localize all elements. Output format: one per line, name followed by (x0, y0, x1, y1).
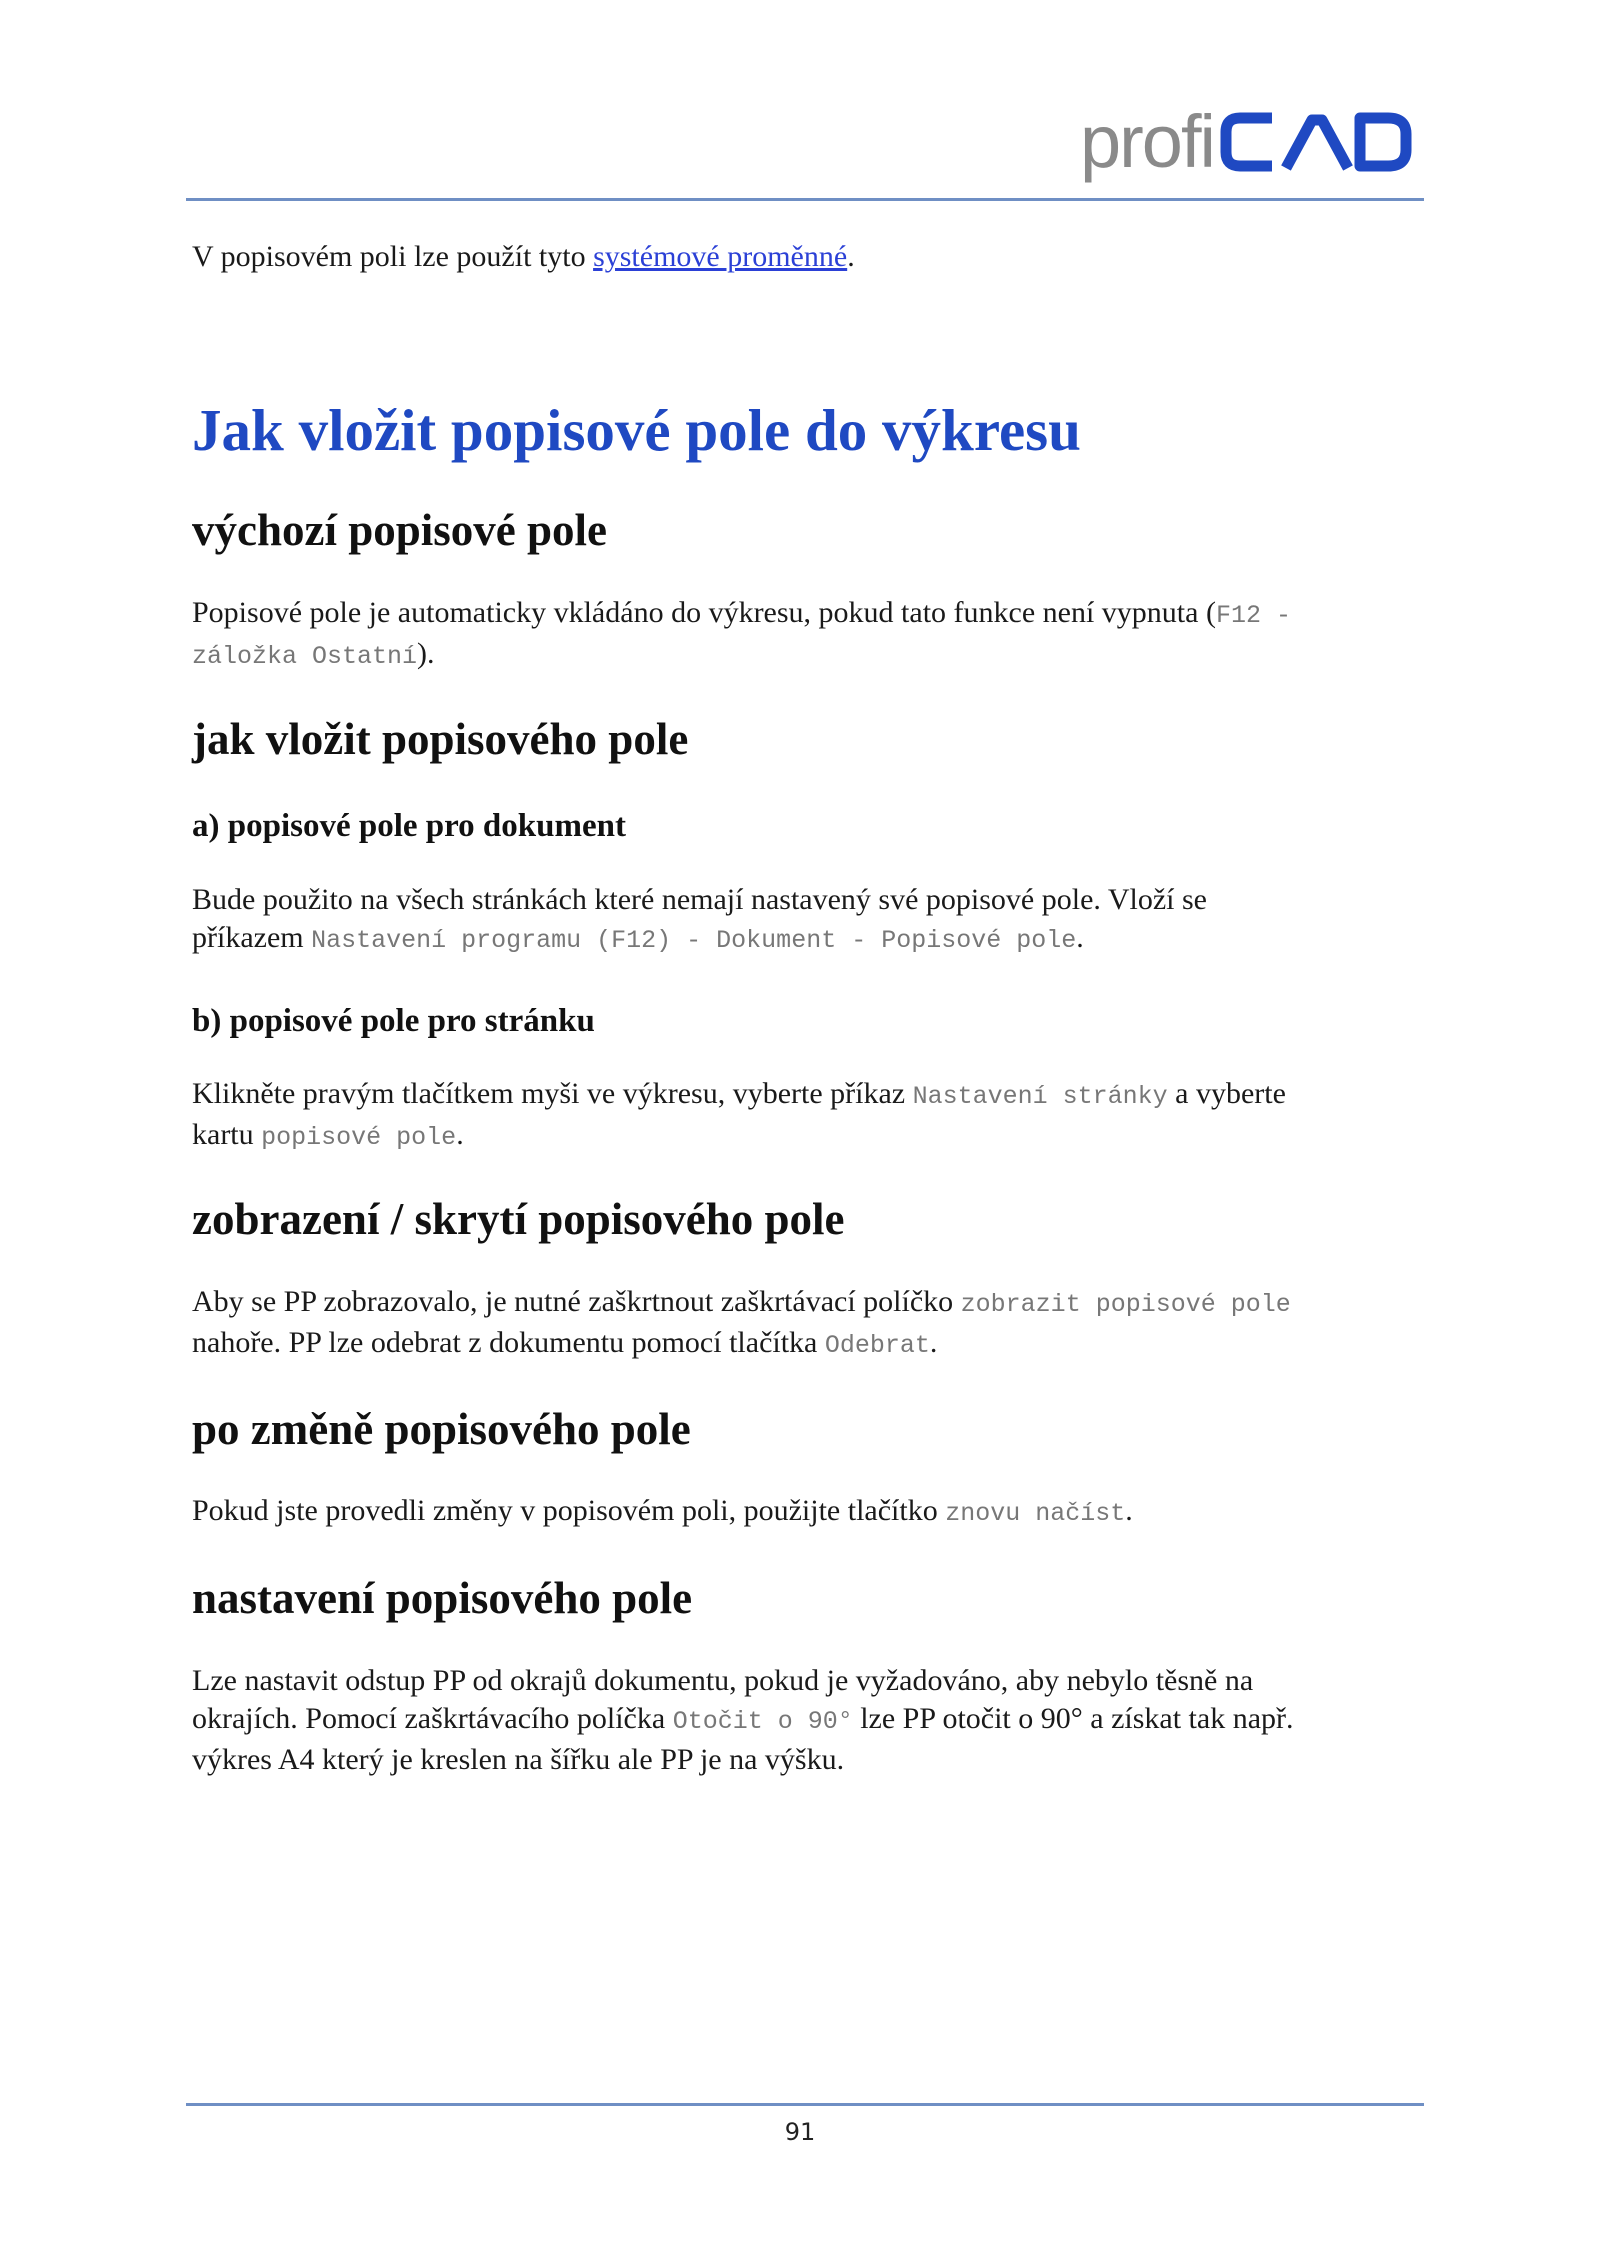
settings-text-3: lze PP otočit o 90° a získat tak např. (852, 1702, 1294, 1735)
footer-divider (186, 2103, 1424, 2106)
subheading-document-title-block: a) popisové pole pro dokument (192, 808, 626, 844)
intro-text-end: . (847, 240, 855, 273)
default-text-2: ). (417, 637, 435, 670)
intro-text: V popisovém poli lze použít tyto (192, 240, 594, 273)
header-divider (186, 198, 1424, 201)
after-change-paragraph (192, 1492, 1133, 1533)
heading-visibility: zobrazení / skrytí popisového pole (192, 1194, 845, 1244)
page-text-3: kartu (192, 1118, 262, 1151)
doc-text-3: . (1076, 921, 1084, 954)
default-text-1: Popisové pole je automaticky vkládáno do výkresu, pokud tato funkce není vypnuta ( (192, 596, 1216, 629)
heading-insert-title-block: jak vložit popisového pole (192, 714, 689, 764)
visibility-text-1: Aby se PP zobrazovalo, je nutné zaškrtnout zaškrtávací políčko (192, 1285, 961, 1318)
doc-text-2: příkazem (192, 921, 312, 954)
intro-paragraph (192, 238, 855, 276)
default-title-block-paragraph (192, 594, 1291, 676)
heading-after-change: po změně popisového pole (192, 1404, 691, 1454)
doc-text-1: Bude použito na všech stránkách které nemají nastavený své popisové pole. Vloží se (192, 883, 1207, 916)
visibility-paragraph (192, 1283, 1291, 1365)
code-page-settings: Nastavení stránky (912, 1082, 1168, 1111)
proficad-logo (1080, 96, 1412, 188)
page-text-4: . (456, 1118, 464, 1151)
heading-default-title-block: výchozí popisové pole (192, 505, 608, 555)
logo-text-cad (1220, 112, 1412, 172)
code-settings-path: Nastavení programu (F12) - Dokument - Popisové pole (311, 926, 1077, 955)
settings-paragraph (192, 1662, 1294, 1779)
code-reload: znovu načíst (945, 1499, 1126, 1528)
page-title-block-paragraph (192, 1075, 1286, 1157)
code-tab-other: záložka Ostatní (192, 642, 418, 671)
code-f12: F12 - (1215, 601, 1291, 630)
after-change-text-2: . (1125, 1494, 1133, 1527)
settings-text-2: okrajích. Pomocí zaškrtávacího políčka (192, 1702, 673, 1735)
logo-cad-glyphs (1220, 112, 1412, 172)
code-remove: Odebrat (824, 1331, 930, 1360)
page-text-1: Klikněte pravým tlačítkem myši ve výkresu, vyberte příkaz (192, 1077, 913, 1110)
page-title: Jak vložit popisové pole do výkresu (192, 397, 1081, 463)
after-change-text-1: Pokud jste provedli změny v popisovém poli, použijte tlačítko (192, 1494, 946, 1527)
visibility-text-3: . (929, 1326, 938, 1359)
system-variables-link[interactable]: systémové proměnné (593, 240, 848, 273)
subheading-page-title-block: b) popisové pole pro stránku (192, 1003, 595, 1039)
logo-text-profi: profi (1080, 100, 1214, 183)
visibility-text-2: nahoře. PP lze odebrat z dokumentu pomocí tlačítka (192, 1326, 825, 1359)
page-number: 91 (784, 2118, 816, 2146)
code-show-title-block: zobrazit popisové pole (960, 1290, 1291, 1319)
heading-settings: nastavení popisového pole (192, 1573, 693, 1623)
settings-text-1: Lze nastavit odstup PP od okrajů dokumentu, pokud je vyžadováno, aby nebylo těsně na (192, 1664, 1254, 1697)
document-title-block-paragraph (192, 881, 1207, 960)
code-title-block-tab: popisové pole (261, 1123, 457, 1152)
code-rotate: Otočit o 90° (672, 1707, 853, 1736)
settings-text-4: výkres A4 který je kreslen na šířku ale PP je na výšku. (192, 1743, 845, 1776)
page-text-2: a vyberte (1167, 1077, 1286, 1110)
